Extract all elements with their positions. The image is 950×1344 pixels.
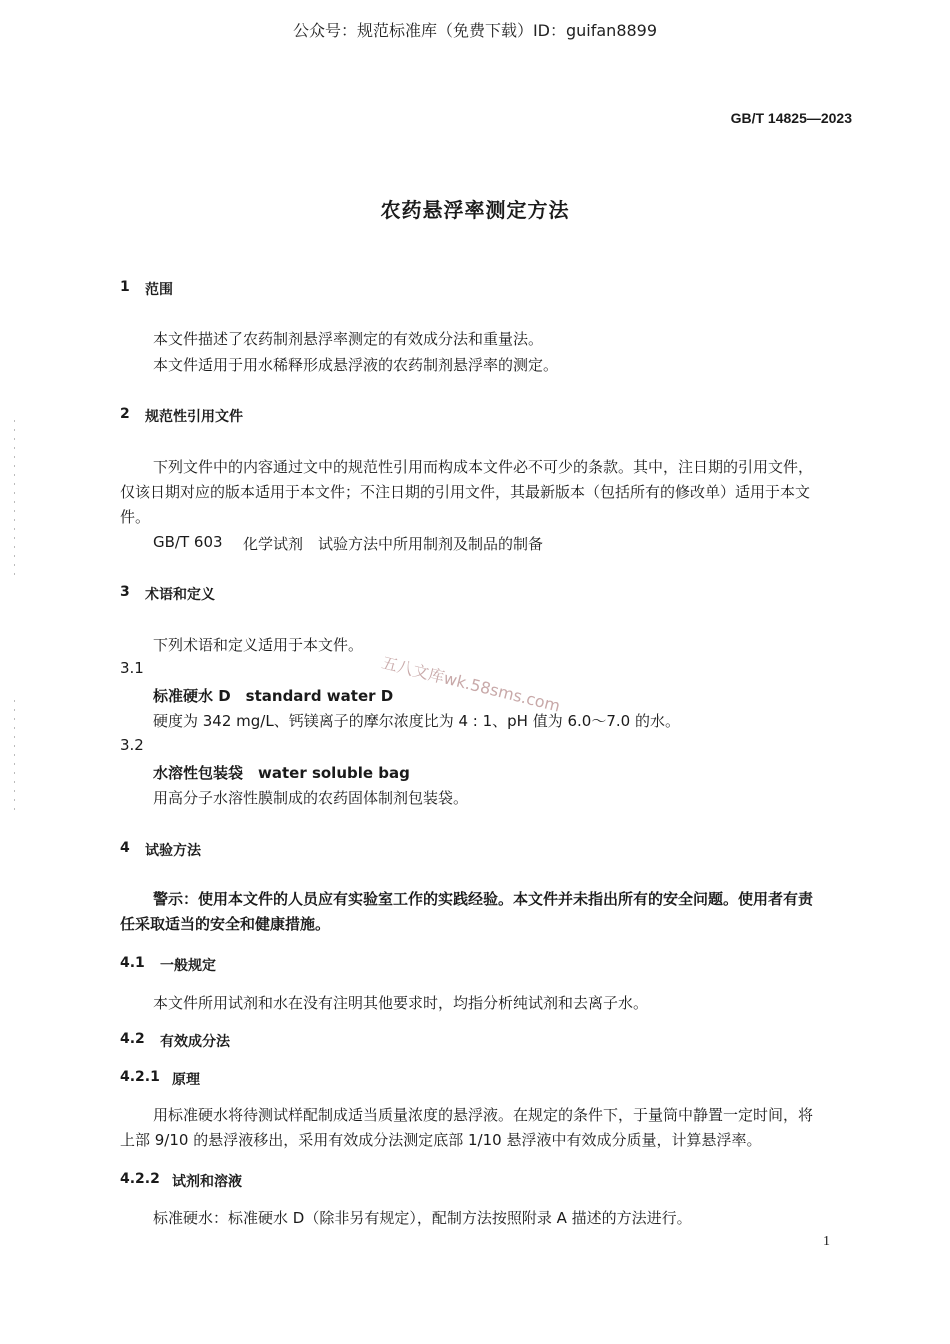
- section-2-para-1: 下列文件中的内容通过文中的规范性引用而构成本文件必不可少的条款。其中，注日期的引用文件，仅该日期对应的版本适用于本文件；不注日期的引用文件，其最新版本（包括所有的修改单）适用于本文件。: [120, 458, 814, 526]
- page-number: 1: [823, 1234, 830, 1249]
- term-3-2-title: 水溶性包装袋 water soluble bag: [153, 764, 410, 782]
- section-4-2-1-para: 用标准硬水将待测试样配制成适当质量浓度的悬浮液。在规定的条件下，于量筒中静置一定时间，将上部 9/10 的悬浮液移出，采用有效成分法测定底部 1/10 悬浮液中有效成分质量，计算悬浮率。: [120, 1106, 814, 1149]
- document-title: 农药悬浮率测定方法: [380, 198, 570, 222]
- section-4-number: 4: [120, 840, 130, 856]
- section-4-2-1-title: 原理: [172, 1072, 200, 1088]
- section-2-title: 规范性引用文件: [145, 409, 243, 425]
- term-3-1-number: 3.1: [120, 659, 144, 677]
- section-1-para-2: 本文件适用于用水稀释形成悬浮液的农药制剂悬浮率的测定。: [153, 356, 559, 374]
- header-banner: 公众号：规范标准库（免费下载）ID：guifan8899: [292, 21, 658, 40]
- section-1-title: 范围: [145, 282, 173, 298]
- section-4-2-number: 4.2: [120, 1031, 145, 1047]
- safety-warning: 警示：使用本文件的人员应有实验室工作的实践经验。本文件并未指出所有的安全问题。使用者有责任采取适当的安全和健康措施。: [120, 890, 814, 933]
- section-3-title: 术语和定义: [145, 587, 215, 603]
- section-2-number: 2: [120, 406, 130, 422]
- section-4-1-number: 4.1: [120, 955, 145, 971]
- scan-gutter-marks: [14, 420, 15, 580]
- section-1-number: 1: [120, 279, 130, 295]
- section-4-title: 试验方法: [145, 843, 201, 859]
- term-3-1-title: 标准硬水 D standard water D: [153, 687, 394, 705]
- section-4-1-para: 本文件所用试剂和水在没有注明其他要求时，均指分析纯试剂和去离子水。: [153, 994, 649, 1012]
- section-4-2-title: 有效成分法: [160, 1034, 230, 1050]
- section-4-2-2-para: 标准硬水：标准硬水 D（除非另有规定），配制方法按照附录 A 描述的方法进行。: [153, 1209, 692, 1227]
- section-3-para-1: 下列术语和定义适用于本文件。: [153, 636, 364, 654]
- section-4-2-1-number: 4.2.1: [120, 1069, 160, 1085]
- section-4-2-2-title: 试剂和溶液: [172, 1174, 242, 1190]
- section-4-1-title: 一般规定: [160, 958, 216, 974]
- normative-ref-code: GB/T 603: [153, 533, 223, 551]
- section-3-number: 3: [120, 584, 130, 600]
- standard-number: GB/T 14825—2023: [730, 110, 852, 126]
- term-3-1-definition: 硬度为 342 mg/L、钙镁离子的摩尔浓度比为 4 : 1、pH 值为 6.0～7.0 的水。: [153, 712, 680, 730]
- scan-gutter-marks: [14, 700, 15, 810]
- normative-ref-title: 化学试剂 试验方法中所用制剂及制品的制备: [243, 535, 544, 553]
- term-3-2-definition: 用高分子水溶性膜制成的农药固体制剂包装袋。: [153, 789, 469, 807]
- term-3-2-number: 3.2: [120, 736, 144, 754]
- section-1-para-1: 本文件描述了农药制剂悬浮率测定的有效成分法和重量法。: [153, 330, 544, 348]
- section-4-2-2-number: 4.2.2: [120, 1171, 160, 1187]
- watermark-text: 五八文库wk.58sms.com: [379, 652, 563, 716]
